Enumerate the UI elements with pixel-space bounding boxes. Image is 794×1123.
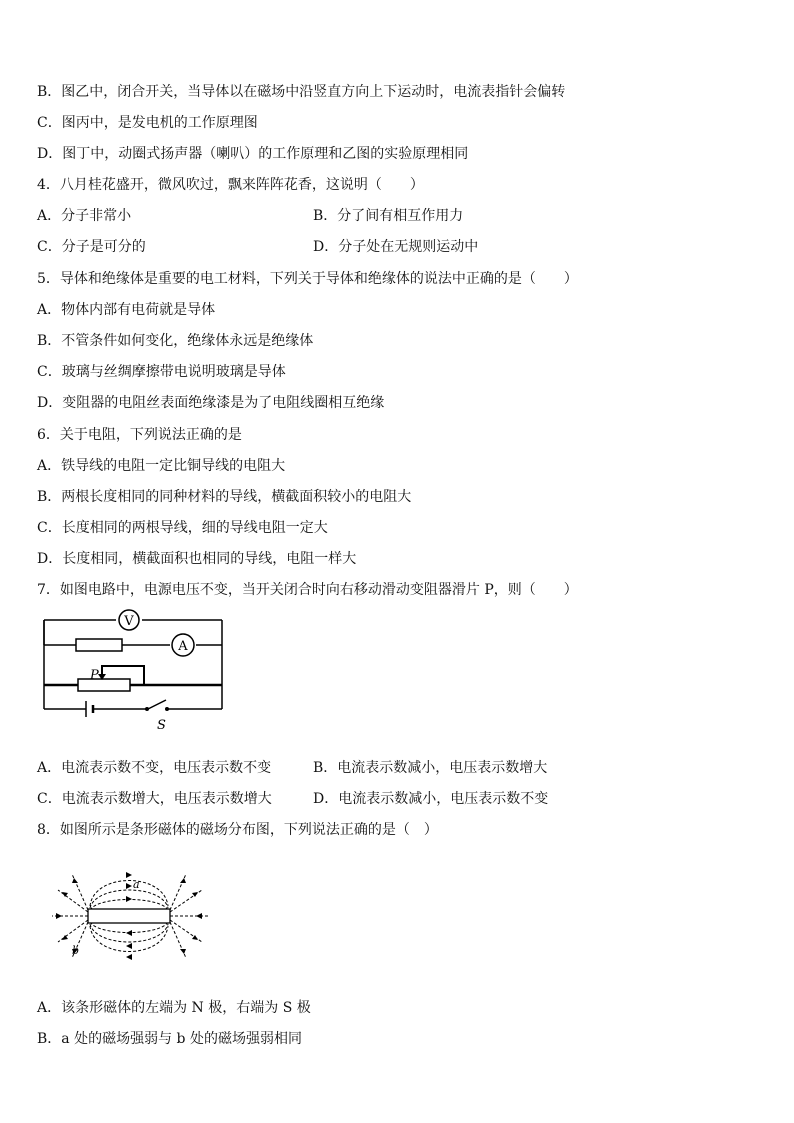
switch-label: S bbox=[157, 718, 166, 733]
q3-option-c: C．图丙中，是发电机的工作原理图 bbox=[37, 115, 258, 131]
q4-option-c: C．分子是可分的 bbox=[37, 239, 146, 255]
q6-option-b: B．两根长度相同的同种材料的导线，横截面积较小的电阻大 bbox=[37, 489, 412, 505]
q5-option-a: A．物体内部有电荷就是导体 bbox=[37, 302, 216, 318]
point-a-label: a bbox=[133, 878, 140, 891]
q5-stem: 5．导体和绝缘体是重要的电工材料，下列关于导体和绝缘体的说法中正确的是（ ） bbox=[37, 271, 578, 287]
q6-option-a: A．铁导线的电阻一定比铜导线的电阻大 bbox=[37, 458, 286, 474]
q7-option-c: C．电流表示数增大，电压表示数增大 bbox=[37, 791, 272, 807]
switch-contact bbox=[145, 707, 149, 711]
q3-option-b: B．图乙中，闭合开关，当导体以在磁场中沿竖直方向上下运动时，电流表指针会偏转 bbox=[37, 84, 566, 100]
q5-option-d: D．变阻器的电阻丝表面绝缘漆是为了电阻线圈相互绝缘 bbox=[37, 395, 385, 411]
q7-stem: 7．如图电路中，电源电压不变，当开关闭合时向右移动滑动变阻器滑片 P，则（ ） bbox=[37, 582, 578, 598]
q7-option-a: A．电流表示数不变，电压表示数不变 bbox=[37, 760, 272, 776]
q7-option-d: D．电流表示数减小，电压表示数不变 bbox=[313, 791, 549, 807]
voltmeter-label: V bbox=[124, 614, 134, 629]
q6-stem: 6．关于电阻，下列说法正确的是 bbox=[37, 427, 242, 443]
q4-option-a: A．分子非常小 bbox=[37, 208, 132, 224]
q4-option-d: D．分子处在无规则运动中 bbox=[313, 239, 479, 255]
circuit-diagram bbox=[36, 608, 236, 736]
ammeter-label: A bbox=[178, 639, 188, 654]
slider-label: P bbox=[90, 668, 99, 683]
q4-option-b: B．分了间有相互作用力 bbox=[313, 208, 464, 224]
point-b-label: b bbox=[72, 944, 80, 957]
q3-option-d: D．图丁中，动圈式扬声器（喇叭）的工作原理和乙图的实验原理相同 bbox=[37, 146, 469, 162]
q5-option-c: C．玻璃与丝绸摩擦带电说明玻璃是导体 bbox=[37, 364, 286, 380]
q8-option-b: B．a 处的磁场强弱与 b 处的磁场强弱相同 bbox=[37, 1031, 302, 1047]
q5-option-b: B．不管条件如何变化，绝缘体永远是绝缘体 bbox=[37, 333, 314, 349]
q7-option-b: B．电流表示数减小，电压表示数增大 bbox=[313, 760, 548, 776]
q8-option-a: A．该条形磁体的左端为 N 极，右端为 S 极 bbox=[37, 1000, 311, 1016]
bar-magnet bbox=[88, 909, 170, 923]
rheostat bbox=[78, 679, 130, 691]
q4-stem: 4．八月桂花盛开，微风吹过，飘来阵阵花香，这说明（ ） bbox=[37, 177, 424, 193]
resistor-top bbox=[76, 639, 122, 651]
q8-stem: 8．如图所示是条形磁体的磁场分布图，下列说法正确的是（ ） bbox=[37, 822, 438, 838]
magnet-field-diagram bbox=[48, 862, 212, 970]
q6-option-c: C．长度相同的两根导线，细的导线电阻一定大 bbox=[37, 520, 328, 536]
q6-option-d: D．长度相同，横截面积也相同的导线，电阻一样大 bbox=[37, 551, 357, 567]
